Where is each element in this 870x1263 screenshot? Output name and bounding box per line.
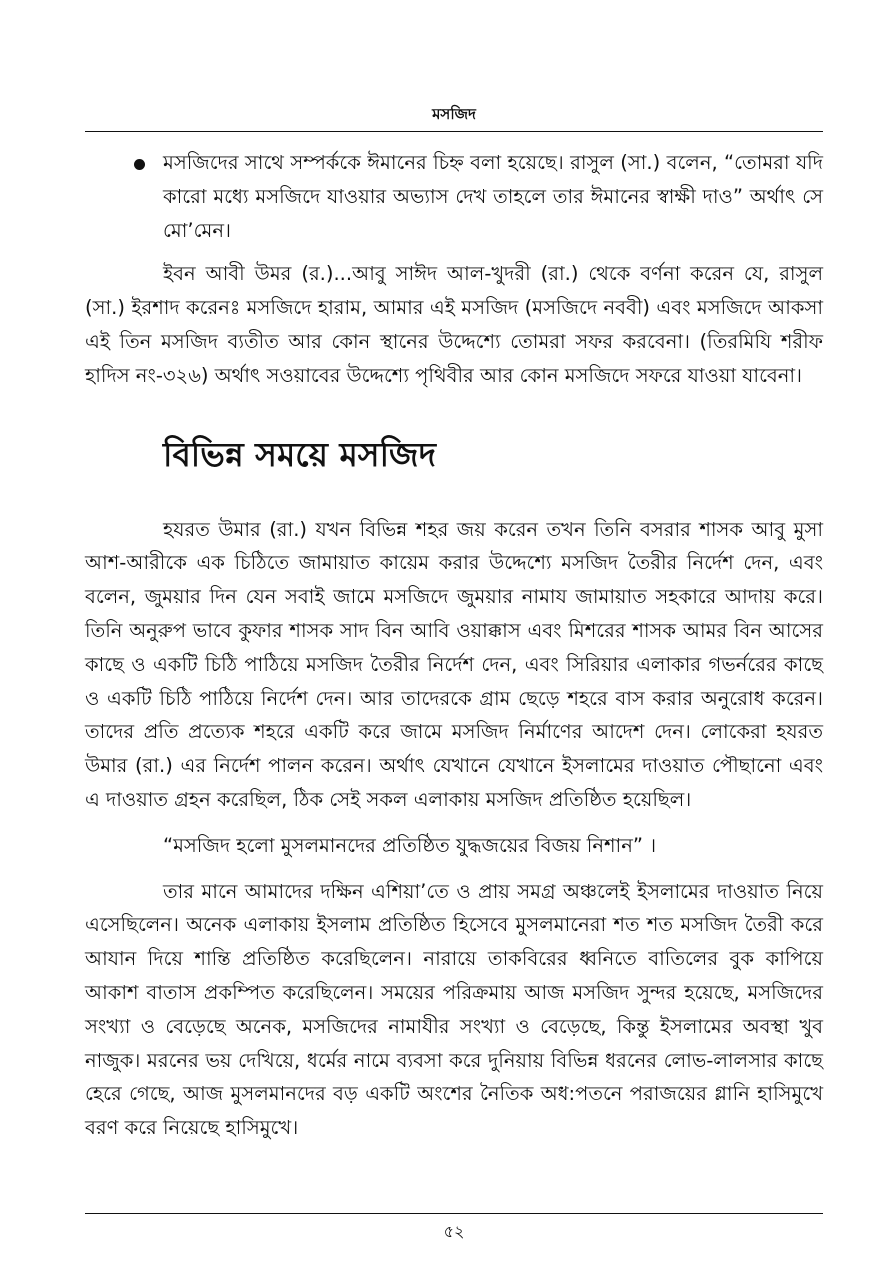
page-number: ৫২ <box>443 1222 465 1241</box>
quote-line: “মসজিদ হলো মুসলমানদের প্রতিষ্ঠিত যুদ্ধজয়ের বিজয় নিশান” । <box>163 833 657 857</box>
running-header-title: মসজিদ <box>432 105 476 123</box>
footer-rule <box>85 1213 823 1214</box>
section-heading: বিভিন্ন সময়ে মসজিদ <box>163 434 436 474</box>
conclusion-paragraph: তার মানে আমাদের দক্ষিন এশিয়া’তে ও প্রায় সমগ্র অঞ্চলেই ইসলামের দাওয়াত নিয়ে এসেছিলেন। অনেক এলাকায় ইসলাম প্রতিষ্ঠিত হিসেবে মুসলমানেরা শত শত মসজিদ তৈরী করে আযান দিয়ে শান্তি প্রতিষ্ঠিত করেছিলেন। নারায়ে তাকবিরের ধ্বনিতে বাতিলের বুক কাপিয়ে আকাশ বাতাস প্রকম্পিত করেছিলেন। সময়ের পরিক্রমায় আজ মসজিদ সুন্দর হয়েছে, মসজিদের সংখ্যা ও বেড়েছে অনেক, মসজিদের নামাযীর সংখ্যা ও বেড়েছে, কিন্তু ইসলামের অবস্থা খুব নাজুক। মরনের ভয় দেখিয়ে, ধর্মের নামে ব্যবসা করে দুনিয়ায় বিভিন্ন ধরনের লোভ-লালসার কাছে হেরে গেছে, আজ মুসলমানদের বড় একটি অংশের নৈতিক অধ:পতনে পরাজয়ের গ্লানি হাসিমুখে বরণ করে নিয়েছে হাসিমুখে। <box>85 879 823 1140</box>
bullet-item <box>85 146 823 247</box>
bullet-item-text: মসজিদের সাথে সম্পর্ককে ঈমানের চিহ্ন বলা হয়েছে। রাসুল (সা.) বলেন, “তোমরা যদি কারো মধ্যে মসজিদে যাওয়ার অভ্যাস দেখ তাহলে তার ঈমানের স্বাক্ষী দাও” অর্থাৎ সে মো’মেন। <box>163 151 823 242</box>
hadith-paragraph: ইবন আবী উমর (র.)...আবু সাঈদ আল-খুদরী (রা.) থেকে বর্ণনা করেন যে, রাসুল (সা.) ইরশাদ করেনঃ মসজিদে হারাম, আমার এই মসজিদ (মসজিদে নববী) এবং মসজিদে আকসা এই তিন মসজিদ ব্যতীত আর কোন স্থানের উদ্দেশ্যে তোমরা সফর করবেনা। (তিরমিযি শরীফ হাদিস নং-৩২৬) অর্থাৎ সওয়াবের উদ্দেশ্যে পৃথিবীর আর কোন মসজিদে সফরে যাওয়া যাবেনা। <box>85 262 823 387</box>
header-rule <box>85 131 823 132</box>
page-body <box>85 146 823 1157</box>
history-paragraph: হযরত উমার (রা.) যখন বিভিন্ন শহর জয় করেন তখন তিনি বসরার শাসক আবু মুসা আশ-আরীকে এক চিঠিতে জামায়াত কায়েম করার উদ্দেশ্যে মসজিদ তৈরীর নির্দেশ দেন, এবং বলেন, জুময়ার দিন যেন সবাই জামে মসজিদে জুময়ার নামায জামায়াত সহকারে আদায় করে। তিনি অনুরুপ ভাবে কুফার শাসক সাদ বিন আবি ওয়াক্কাস এবং মিশরের শাসক আমর বিন আসের কাছে ও একটি চিঠি পাঠিয়ে মসজিদ তৈরীর নির্দেশ দেন, এবং সিরিয়ার এলাকার গভর্নরের কাছে ও একটি চিঠি পাঠিয়ে নির্দেশ দেন। আর তাদেরকে গ্রাম ছেড়ে শহরে বাস করার অনুরোধ করেন। তাদের প্রতি প্রত্যেক শহরে একটি করে জামে মসজিদ নির্মাণের আদেশ দেন। লোকেরা হযরত উমার (রা.) এর নির্দেশ পালন করেন। অর্থাৎ যেখানে যেখানে ইসলামের দাওয়াত পৌছানো এবং এ দাওয়াত গ্রহন করেছিল, ঠিক সেই সকল এলাকায় মসজিদ প্রতিষ্ঠিত হয়েছিল। <box>85 517 823 811</box>
bullet-dot-icon <box>134 159 145 170</box>
